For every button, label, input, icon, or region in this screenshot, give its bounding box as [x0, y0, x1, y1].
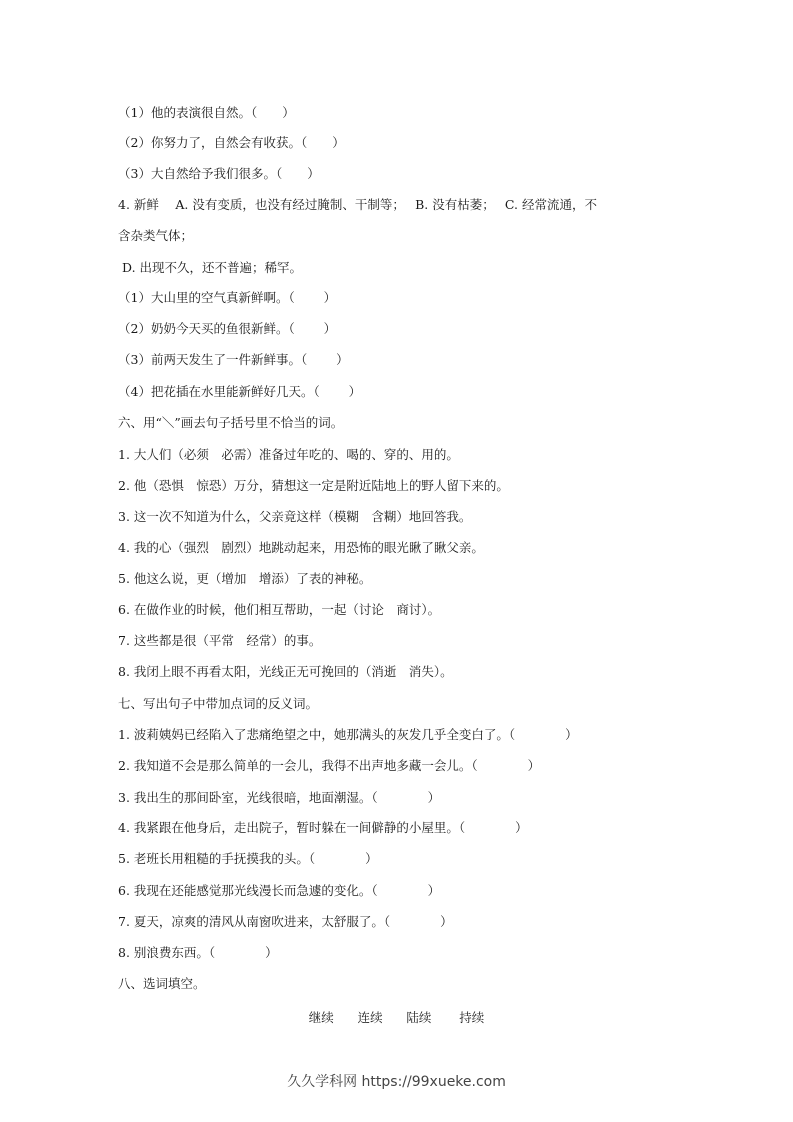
- text-line-15: 4. 我的心（强烈 剧烈）地跳动起来，用恐怖的眼光瞅了瞅父亲。: [118, 540, 484, 555]
- section-heading-6: 六、用“＼”画去句子括号里不恰当的词。: [118, 415, 344, 430]
- text-line-14: 3. 这一次不知道为什么，父亲竟这样（模糊 含糊）地回答我。: [118, 509, 472, 524]
- word-bank-item: 陆续: [406, 1010, 432, 1025]
- text-line-27: 7. 夏天，凉爽的清风从南窗吹进来，太舒服了。（ ）: [118, 914, 453, 929]
- text-line-19: 8. 我闭上眼不再看太阳，光线正无可挽回的（消逝 消失）。: [118, 664, 453, 679]
- text-line-7: （1）大山里的空气真新鲜啊。（ ）: [118, 290, 337, 305]
- word-bank-item: 连续: [357, 1010, 383, 1025]
- text-line-10: （4）把花插在水里能新鲜好几天。（ ）: [118, 384, 362, 399]
- text-line-4: 4. 新鲜 A. 没有变质，也没有经过腌制、干制等； B. 没有枯萎； C. 经常流通，不: [118, 197, 597, 212]
- word-bank: [0, 1008, 793, 1026]
- text-line-24: 4. 我紧跟在他身后，走出院子，暂时躲在一间僻静的小屋里。（ ）: [118, 820, 528, 835]
- text-line-8: （2）奶奶今天买的鱼很新鲜。（ ）: [118, 321, 337, 336]
- text-line-18: 7. 这些都是很（平常 经常）的事。: [118, 633, 322, 648]
- text-line-12: 1. 大人们（必须 必需）准备过年吃的、喝的、穿的、用的。: [118, 447, 459, 462]
- text-line-13: 2. 他（恐惧 惊恐）万分，猜想这一定是附近陆地上的野人留下来的。: [118, 478, 509, 493]
- footer-watermark: 久久学科网 https://99xueke.com: [287, 1074, 506, 1090]
- text-line-22: 2. 我知道不会是那么简单的一会儿，我得不出声地多藏一会儿。（ ）: [118, 758, 541, 773]
- text-line-17: 6. 在做作业的时候，他们相互帮助，一起（讨论 商讨）。: [118, 602, 441, 617]
- text-line-26: 6. 我现在还能感觉那光线漫长而急遽的变化。（ ）: [118, 883, 441, 898]
- text-line-2: （2）你努力了，自然会有收获。（ ）: [118, 135, 345, 150]
- word-bank-item: 持续: [459, 1010, 485, 1025]
- text-line-21: 1. 波莉姨妈已经陷入了悲痛绝望之中，她那满头的灰发几乎全变白了。（ ）: [118, 727, 578, 742]
- text-line-25: 5. 老班长用粗糙的手抚摸我的头。（ ）: [118, 851, 378, 866]
- text-line-3: （3）大自然给予我们很多。（ ）: [118, 166, 320, 181]
- text-line-9: （3）前两天发生了一件新鲜事。（ ）: [118, 352, 349, 367]
- text-line-1: （1）他的表演很自然。（ ）: [118, 105, 295, 120]
- text-line-28: 8. 别浪费东西。（ ）: [118, 945, 278, 960]
- word-bank-item: 继续: [308, 1010, 334, 1025]
- text-line-6: D. 出现不久，还不普遍；稀罕。: [122, 260, 303, 275]
- section-heading-7: 七、写出句子中带加点词的反义词。: [118, 696, 319, 711]
- text-line-16: 5. 他这么说，更（增加 增添）了表的神秘。: [118, 571, 372, 586]
- section-heading-8: 八、选词填空。: [118, 976, 206, 991]
- text-line-23: 3. 我出生的那间卧室，光线很暗，地面潮湿。（ ）: [118, 790, 441, 805]
- text-line-5: 含杂类气体；: [118, 228, 194, 243]
